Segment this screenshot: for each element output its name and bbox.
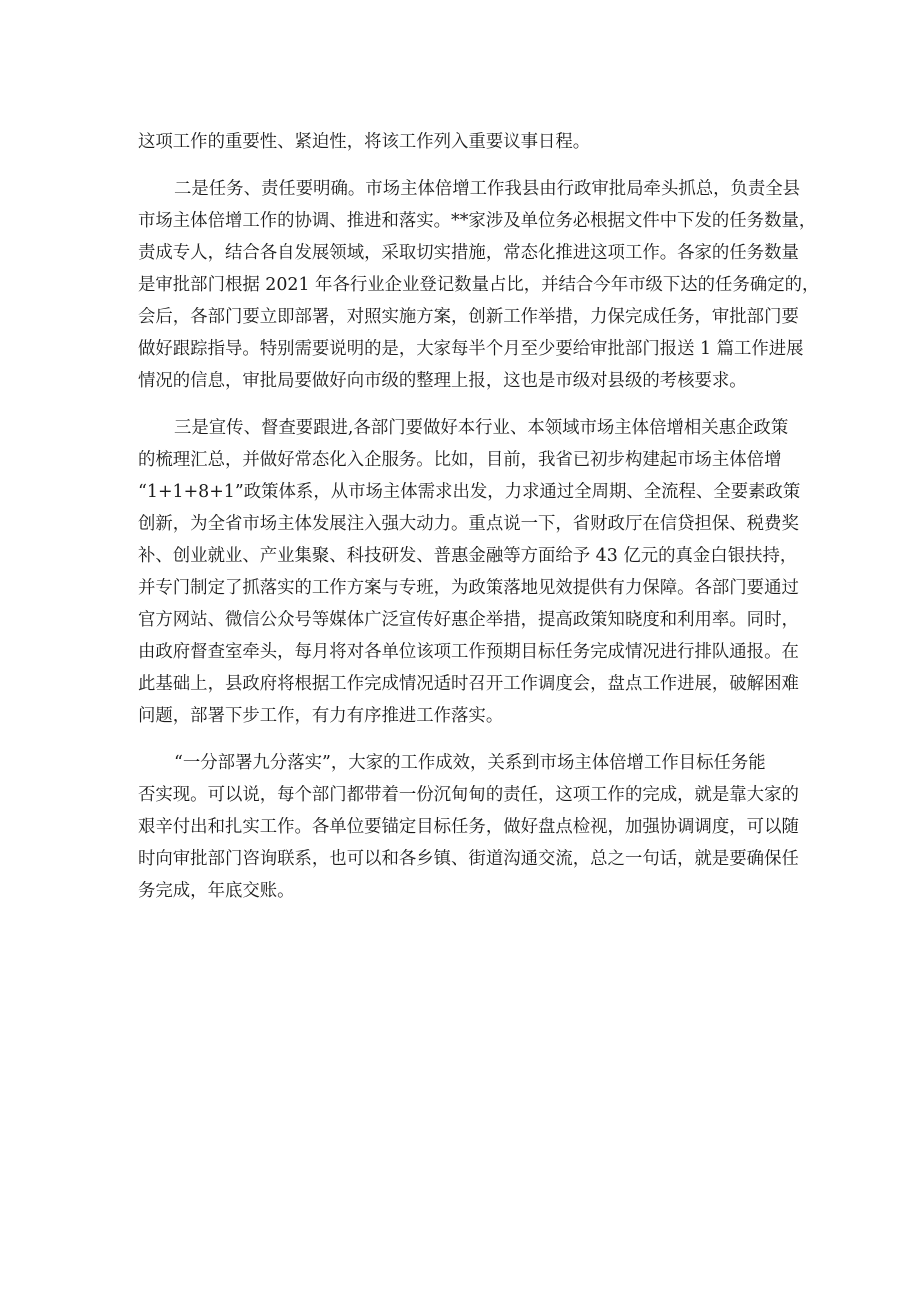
text-line: 艰辛付出和扎实工作。各单位要锚定目标任务，做好盘点检视，加强协调调度，可以随 [138, 817, 799, 837]
text-line: 时向审批部门咨询联系，也可以和各乡镇、街道沟通交流，总之一句话，就是要确保任 [138, 849, 799, 869]
paragraph-4 [138, 747, 799, 907]
paragraph-3 [138, 412, 801, 732]
text-line: 是审批部门根据 2021 年各行业企业登记数量占比，并结合今年市级下达的任务确定的， [138, 275, 820, 295]
text-line: 责成专人，结合各自发展领域，采取切实措施，常态化推进这项工作。各家的任务数量 [138, 243, 799, 263]
text-line: 创新，为全省市场主体发展注入强大动力。重点说一下，省财政厅在信贷担保、税费奖 [138, 514, 799, 534]
text-line: 此基础上，县政府将根据工作完成情况适时召开工作调度会，盘点工作进展，破解困难 [138, 674, 799, 694]
text-line: 否实现。可以说，每个部门都带着一份沉甸甸的责任，这项工作的完成，就是靠大家的 [138, 785, 799, 805]
text-line: 由政府督查室牵头，每月将对各单位该项工作预期目标任务完成情况进行排队通报。在 [138, 642, 799, 662]
text-line: 务完成，年底交账。 [138, 881, 295, 901]
text-line: “1+1+8+1”政策体系，从市场主体需求出发，力求通过全周期、全流程、全要素政策 [138, 482, 801, 502]
text-line: 情况的信息，审批局要做好向市级的整理上报，这也是市级对县级的考核要求。 [138, 371, 747, 391]
text-line: 市场主体倍增工作的协调、推进和落实。**家涉及单位务必根据文件中下发的任务数量， [138, 211, 817, 231]
text-line: 问题，部署下步工作，有力有序推进工作落实。 [138, 706, 504, 726]
paragraph-1 [138, 126, 788, 158]
text-line: 并专门制定了抓落实的工作方案与专班，为政策落地见效提供有力保障。各部门要通过 [138, 578, 799, 598]
paragraph-2 [138, 173, 820, 397]
text-line: 会后，各部门要立即部署，对照实施方案，创新工作举措，力保完成任务，审批部门要 [138, 307, 799, 327]
text-line: 做好跟踪指导。特别需要说明的是，大家每半个月至少要给审批部门报送 1 篇工作进展 [138, 339, 804, 359]
text-line: 的梳理汇总，并做好常态化入企服务。比如，目前，我省已初步构建起市场主体倍增 [138, 450, 782, 470]
text-line: 这项工作的重要性、紧迫性，将该工作列入重要议事日程。 [138, 132, 591, 152]
text-line: 官方网站、微信公众号等媒体广泛宣传好惠企举措，提高政策知晓度和利用率。同时， [138, 610, 799, 630]
text-line: 三是宣传、督查要跟进,各部门要做好本行业、本领域市场主体倍增相关惠企政策 [174, 418, 789, 438]
document-body [138, 126, 820, 922]
text-line: 补、创业就业、产业集聚、科技研发、普惠金融等方面给予 43 亿元的真金白银扶持， [138, 546, 798, 566]
text-line: 二是任务、责任要明确。市场主体倍增工作我县由行政审批局牵头抓总，负责全县 [174, 179, 801, 199]
text-line: “一分部署九分落实”，大家的工作成效，关系到市场主体倍增工作目标任务能 [174, 753, 766, 773]
